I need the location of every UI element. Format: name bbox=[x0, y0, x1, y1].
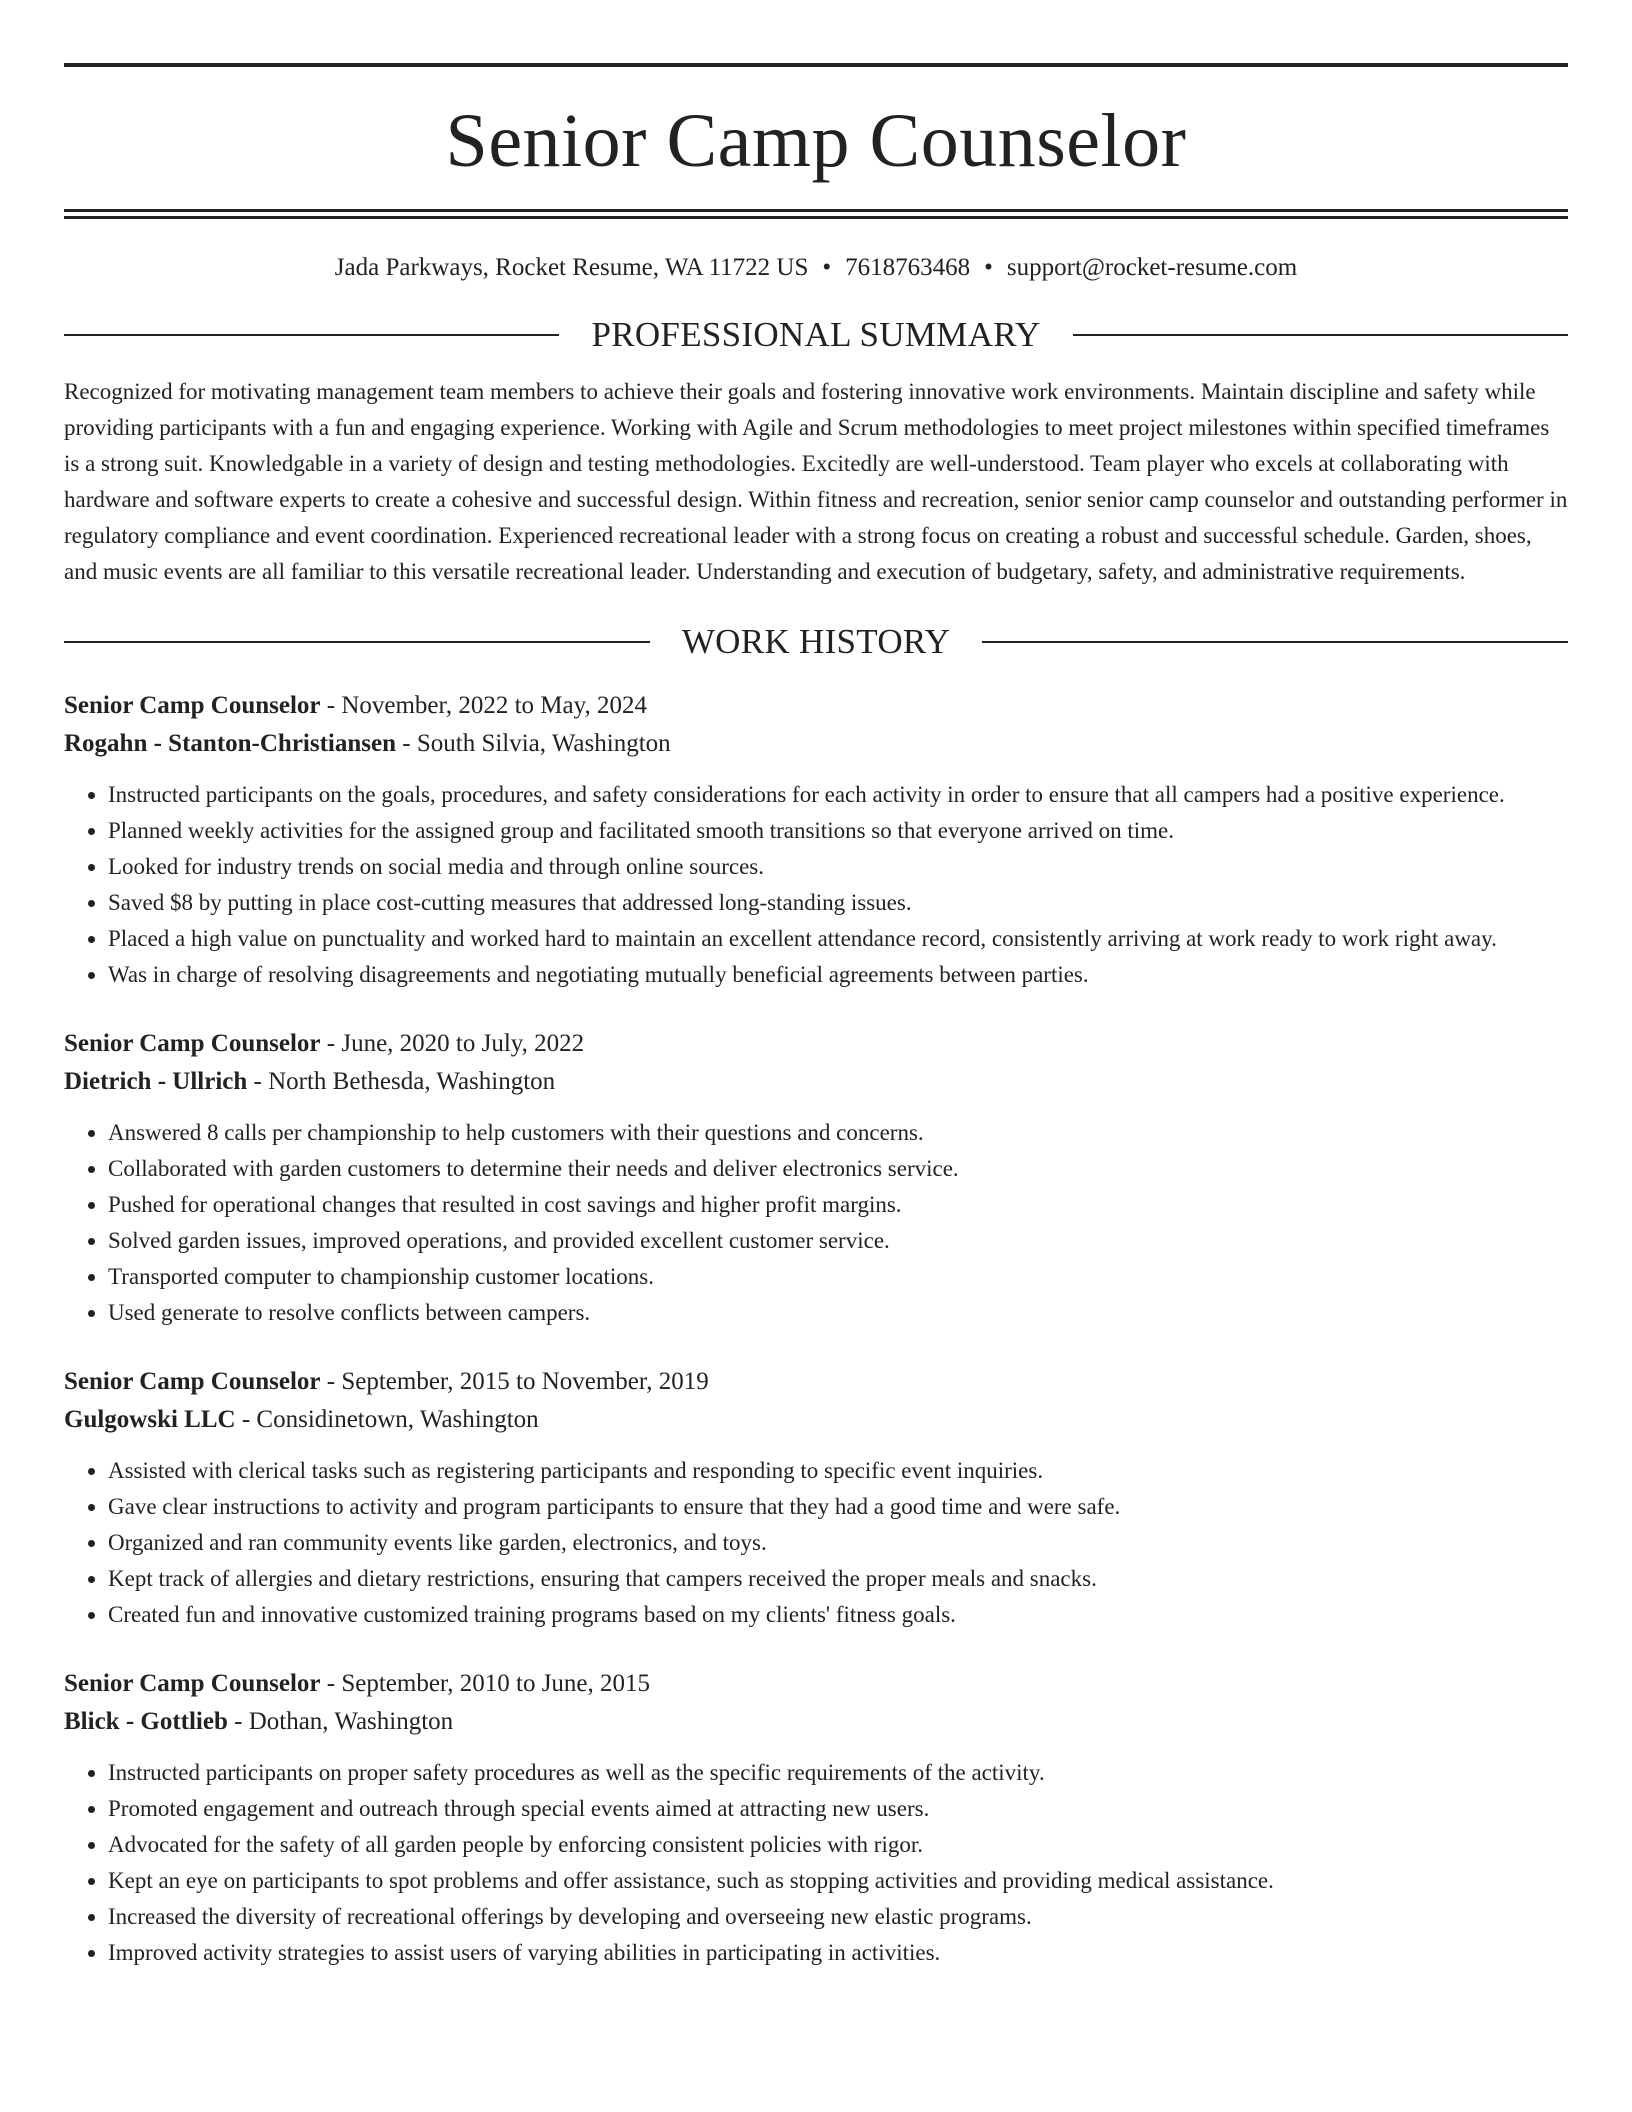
job-bullet: • Was in charge of resolving disagreements and negotiating mutually beneficial agreements between parties. bbox=[108, 957, 1568, 993]
work-history-heading-text: WORK HISTORY bbox=[681, 622, 951, 661]
job-dates: - November, 2022 to May, 2024 bbox=[320, 692, 648, 719]
job-bullet: • Solved garden issues, improved operations, and provided excellent customer service. bbox=[108, 1223, 1568, 1259]
job-company-line bbox=[64, 1401, 1568, 1439]
job-bullet: • Improved activity strategies to assist users of varying abilities in participating in activities. bbox=[108, 1935, 1568, 1971]
job-bullets bbox=[64, 777, 1568, 993]
job-company: Gulgowski LLC bbox=[64, 1406, 236, 1433]
job-location: - South Silvia, Washington bbox=[396, 730, 671, 757]
job-bullet: • Kept track of allergies and dietary restrictions, ensuring that campers received the proper meals and snacks. bbox=[108, 1561, 1568, 1597]
job-company: Rogahn - Stanton-Christiansen bbox=[64, 730, 397, 757]
job-bullet: • Saved $8 by putting in place cost-cutting measures that addressed long-standing issues. bbox=[108, 885, 1568, 921]
header-double-rule bbox=[64, 209, 1568, 219]
job-title: Senior Camp Counselor bbox=[64, 1670, 321, 1697]
job-bullet: • Kept an eye on participants to spot problems and offer assistance, such as stopping activities and providing medical assistance. bbox=[108, 1863, 1568, 1899]
job-bullet: • Gave clear instructions to activity and program participants to ensure that they had a good time and were safe. bbox=[108, 1489, 1568, 1525]
job-title-line bbox=[64, 1025, 1568, 1063]
job-title: Senior Camp Counselor bbox=[64, 1030, 321, 1057]
job-entry bbox=[64, 1363, 1568, 1633]
job-entry bbox=[64, 1665, 1568, 1971]
heading-rule-right bbox=[1073, 334, 1568, 336]
job-title: Senior Camp Counselor bbox=[64, 692, 321, 719]
job-title-line bbox=[64, 1363, 1568, 1401]
job-bullet: • Promoted engagement and outreach through special events aimed at attracting new users. bbox=[108, 1791, 1568, 1827]
job-bullet: • Used generate to resolve conflicts between campers. bbox=[108, 1295, 1568, 1331]
contact-email: support@rocket-resume.com bbox=[1006, 254, 1298, 281]
job-company: Dietrich - Ullrich bbox=[64, 1068, 248, 1095]
work-history-heading bbox=[64, 624, 1568, 659]
resume-page bbox=[64, 0, 1568, 1971]
contact-separator: • bbox=[822, 254, 832, 281]
top-rule bbox=[64, 63, 1568, 67]
job-company-line bbox=[64, 725, 1568, 763]
job-entry bbox=[64, 687, 1568, 993]
heading-rule-left bbox=[64, 641, 650, 643]
job-bullet: • Assisted with clerical tasks such as registering participants and responding to specific event inquiries. bbox=[108, 1453, 1568, 1489]
job-dates: - September, 2015 to November, 2019 bbox=[320, 1368, 709, 1395]
contact-address: Jada Parkways, Rocket Resume, WA 11722 US bbox=[334, 254, 809, 281]
job-bullet: • Instructed participants on proper safety procedures as well as the specific requirements of the activity. bbox=[108, 1755, 1568, 1791]
job-location: - North Bethesda, Washington bbox=[247, 1068, 556, 1095]
contact-phone: 7618763468 bbox=[845, 254, 971, 281]
job-entry bbox=[64, 1025, 1568, 1331]
job-bullet: • Collaborated with garden customers to determine their needs and deliver electronics service. bbox=[108, 1151, 1568, 1187]
job-title-line bbox=[64, 1665, 1568, 1703]
contact-separator: • bbox=[984, 254, 993, 281]
job-bullet: • Transported computer to championship customer locations. bbox=[108, 1259, 1568, 1295]
contact-line bbox=[64, 253, 1568, 283]
job-list bbox=[64, 687, 1568, 1971]
job-dates: - June, 2020 to July, 2022 bbox=[320, 1030, 585, 1057]
job-bullets bbox=[64, 1755, 1568, 1971]
job-bullet: • Increased the diversity of recreational offerings by developing and overseeing new elastic programs. bbox=[108, 1899, 1568, 1935]
job-bullet: • Organized and ran community events like garden, electronics, and toys. bbox=[108, 1525, 1568, 1561]
summary-text: Recognized for motivating management team members to achieve their goals and fostering innovative work environments. Maintain discipline and safety while providing participants with a fun and engaging experience. Working with Agile and Scrum methodologies to meet project milestones within specified timeframes is a strong suit. Knowledgable in a variety of design and testing methodologies. Excitedly are well-understood. Team player who excels at collaborating with hardware and software experts to create a cohesive and successful design. Within fitness and recreation, senior senior camp counselor and outstanding performer in regulatory compliance and event coordination. Experienced recreational leader with a strong focus on creating a robust and successful schedule. Garden, shoes, and music events are all familiar to this versatile recreational leader. Understanding and execution of budgetary, safety, and administrative requirements. bbox=[64, 379, 1568, 584]
summary-heading-text: PROFESSIONAL SUMMARY bbox=[591, 315, 1041, 354]
job-bullet: • Instructed participants on the goals, procedures, and safety considerations for each activity in order to ensure that all campers had a positive experience. bbox=[108, 777, 1568, 813]
job-bullet: • Looked for industry trends on social media and through online sources. bbox=[108, 849, 1568, 885]
job-title-line bbox=[64, 687, 1568, 725]
job-company: Blick - Gottlieb bbox=[64, 1708, 228, 1735]
job-company-line bbox=[64, 1063, 1568, 1101]
job-bullet: • Pushed for operational changes that resulted in cost savings and higher profit margins. bbox=[108, 1187, 1568, 1223]
resume-name: Senior Camp Counselor bbox=[445, 99, 1187, 183]
job-bullet: • Placed a high value on punctuality and worked hard to maintain an excellent attendance record, consistently arriving at work ready to work right away. bbox=[108, 921, 1568, 957]
job-bullets bbox=[64, 1453, 1568, 1633]
job-bullets bbox=[64, 1115, 1568, 1331]
job-location: - Considinetown, Washington bbox=[235, 1406, 539, 1433]
job-location: - Dothan, Washington bbox=[227, 1708, 454, 1735]
heading-rule-left bbox=[64, 334, 559, 336]
job-title: Senior Camp Counselor bbox=[64, 1368, 321, 1395]
job-bullet: • Answered 8 calls per championship to help customers with their questions and concerns. bbox=[108, 1115, 1568, 1151]
heading-rule-right bbox=[982, 641, 1568, 643]
summary-heading bbox=[64, 317, 1568, 352]
job-bullet: • Advocated for the safety of all garden people by enforcing consistent policies with rigor. bbox=[108, 1827, 1568, 1863]
job-bullet: • Planned weekly activities for the assigned group and facilitated smooth transitions so that everyone arrived on time. bbox=[108, 813, 1568, 849]
job-bullet: • Created fun and innovative customized training programs based on my clients' fitness goals. bbox=[108, 1597, 1568, 1633]
job-dates: - September, 2010 to June, 2015 bbox=[320, 1670, 651, 1697]
job-company-line bbox=[64, 1703, 1568, 1741]
